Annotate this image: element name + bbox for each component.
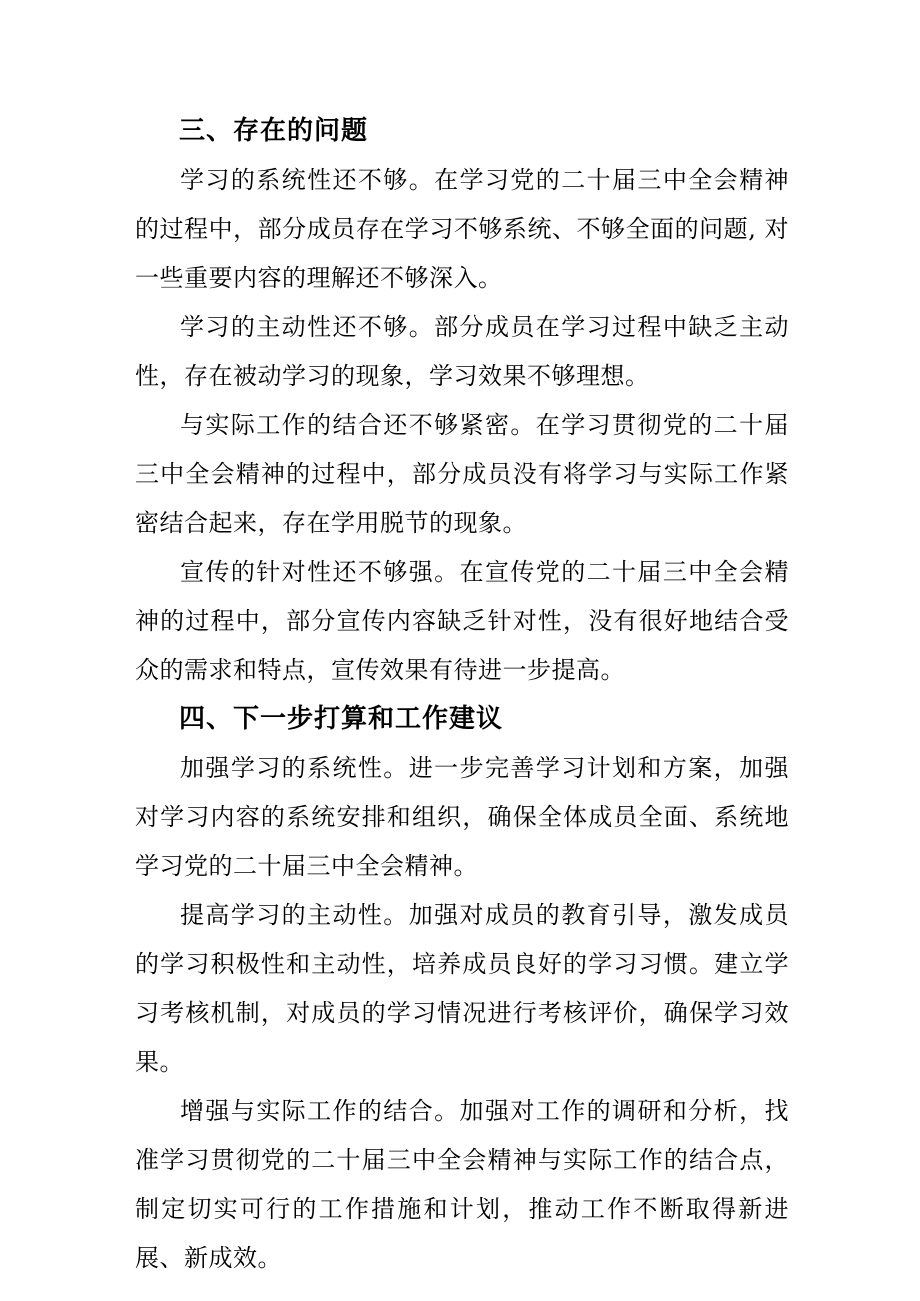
paragraph: 增强与实际工作的结合。加强对工作的调研和分析，找准学习贯彻党的二十届三中全会精神与实际工作的结合点，制定切实可行的工作措施和计划，推动工作不断取得新进展、新成效。	[135, 1097, 789, 1272]
section-heading: 四、下一步打算和工作建议	[179, 704, 504, 734]
section-problems	[135, 107, 789, 695]
document-body	[135, 107, 789, 1283]
paragraph: 学习的主动性还不够。部分成员在学习过程中缺乏主动性，存在被动学习的现象，学习效果不够理想。	[135, 313, 789, 390]
paragraph: 加强学习的系统性。进一步完善学习计划和方案，加强对学习内容的系统安排和组织，确保全体成员全面、系统地学习党的二十届三中全会精神。	[135, 754, 789, 880]
section-next-steps	[135, 695, 789, 1283]
paragraph: 学习的系统性还不够。在学习党的二十届三中全会精神的过程中，部分成员存在学习不够系统、不够全面的问题, 对一些重要内容的理解还不够深入。	[135, 166, 789, 292]
paragraph: 宣传的针对性还不够强。在宣传党的二十届三中全会精神的过程中，部分宣传内容缺乏针对性，没有很好地结合受众的需求和特点，宣传效果有待进一步提高。	[135, 558, 789, 684]
paragraph: 与实际工作的结合还不够紧密。在学习贯彻党的二十届三中全会精神的过程中，部分成员没有将学习与实际工作紧密结合起来，存在学用脱节的现象。	[135, 411, 789, 537]
section-heading: 三、存在的问题	[179, 116, 369, 146]
paragraph: 提高学习的主动性。加强对成员的教育引导，激发成员的学习积极性和主动性，培养成员良好的学习习惯。建立学习考核机制，对成员的学习情况进行考核评价，确保学习效果。	[135, 901, 789, 1076]
